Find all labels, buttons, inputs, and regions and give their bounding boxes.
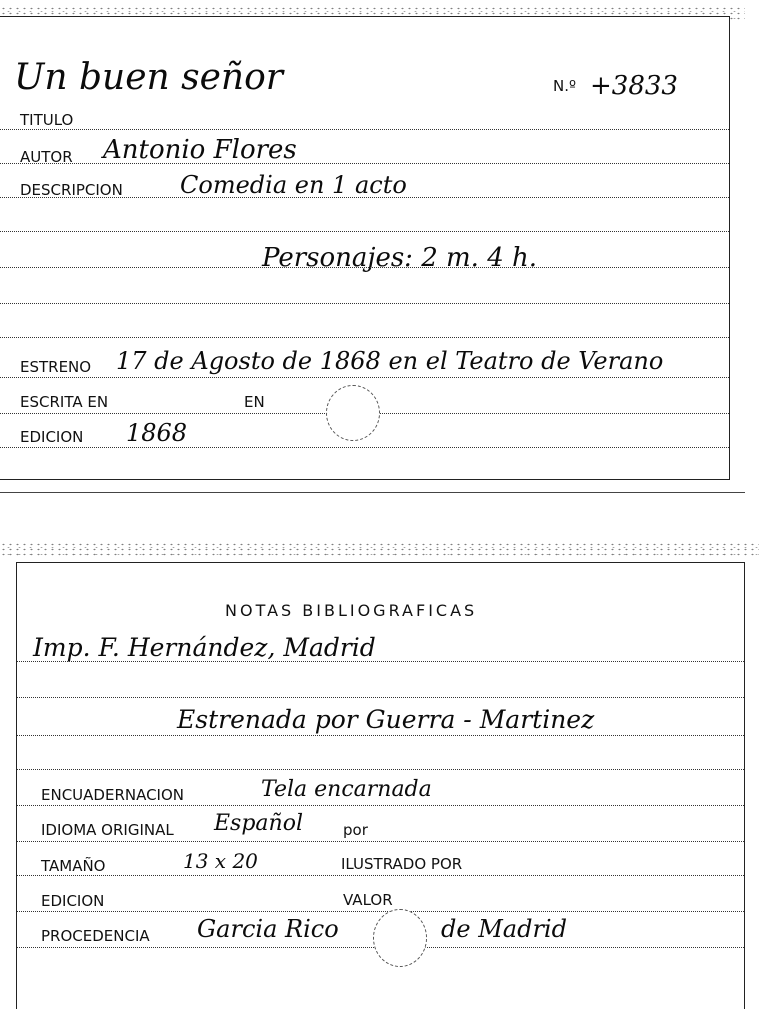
- size-label: TAMAÑO: [41, 857, 106, 875]
- ruled-line: [17, 697, 744, 698]
- ruled-line: [17, 841, 744, 842]
- ruled-line: [0, 337, 729, 338]
- title-label: TITULO: [20, 111, 74, 129]
- ruled-line: [0, 129, 729, 130]
- ruled-line: [0, 231, 729, 232]
- provenance-label: PROCEDENCIA: [41, 927, 150, 945]
- premiere-value: 17 de Agosto de 1868 en el Teatro de Verano: [116, 347, 664, 375]
- premiered-by-value: Estrenada por Guerra - Martinez: [177, 705, 595, 734]
- card-bottom-edge: [0, 492, 745, 493]
- author-value: Antonio Flores: [103, 135, 297, 165]
- punch-hole-mark: [373, 909, 427, 967]
- description-label: DESCRIPCION: [20, 181, 123, 199]
- ruled-line: [17, 735, 744, 736]
- number-label: N.º: [553, 77, 577, 95]
- catalog-card: [0, 16, 730, 480]
- edition-label: EDICION: [20, 428, 84, 446]
- bibliographic-notes-card: [16, 562, 745, 1009]
- binding-label: ENCUADERNACION: [41, 786, 185, 804]
- illustrated-label: ILUSTRADO POR: [341, 855, 463, 873]
- printer-value: Imp. F. Hernández, Madrid: [33, 633, 376, 662]
- edition-value: 1868: [126, 419, 188, 447]
- language-label: IDIOMA ORIGINAL: [41, 821, 174, 839]
- ruled-line: [17, 661, 744, 662]
- description-value: Comedia en 1 acto: [180, 171, 407, 199]
- notes-heading: NOTAS BIBLIOGRAFICAS: [225, 601, 478, 620]
- provenance-value: Garcia Rico: [197, 915, 339, 943]
- ruled-line: [0, 447, 729, 448]
- number-value: +3833: [590, 71, 678, 101]
- author-label: AUTOR: [20, 148, 73, 166]
- written-in-label: ESCRITA EN: [20, 393, 109, 411]
- provenance-place: de Madrid: [441, 915, 567, 943]
- binding-value: Tela encarnada: [261, 777, 432, 802]
- value-label: VALOR: [343, 891, 393, 909]
- ruled-line: [0, 303, 729, 304]
- handwritten-title: Un buen señor: [14, 57, 283, 98]
- by-label: por: [343, 821, 368, 839]
- ruled-line: [0, 267, 729, 268]
- punch-hole-mark: [326, 385, 380, 441]
- size-value: 13 x 20: [183, 849, 258, 873]
- edition-label-bottom: EDICION: [41, 892, 105, 910]
- characters-value: Personajes: 2 m. 4 h.: [262, 243, 538, 273]
- ruled-line: [0, 377, 729, 378]
- ruled-line: [17, 805, 744, 806]
- ruled-line: [17, 911, 744, 912]
- in-label: EN: [244, 393, 265, 411]
- ruled-line: [17, 769, 744, 770]
- scan-noise-bottom: [0, 542, 759, 556]
- ruled-line: [17, 875, 744, 876]
- premiere-label: ESTRENO: [20, 358, 92, 376]
- language-value: Español: [214, 811, 303, 836]
